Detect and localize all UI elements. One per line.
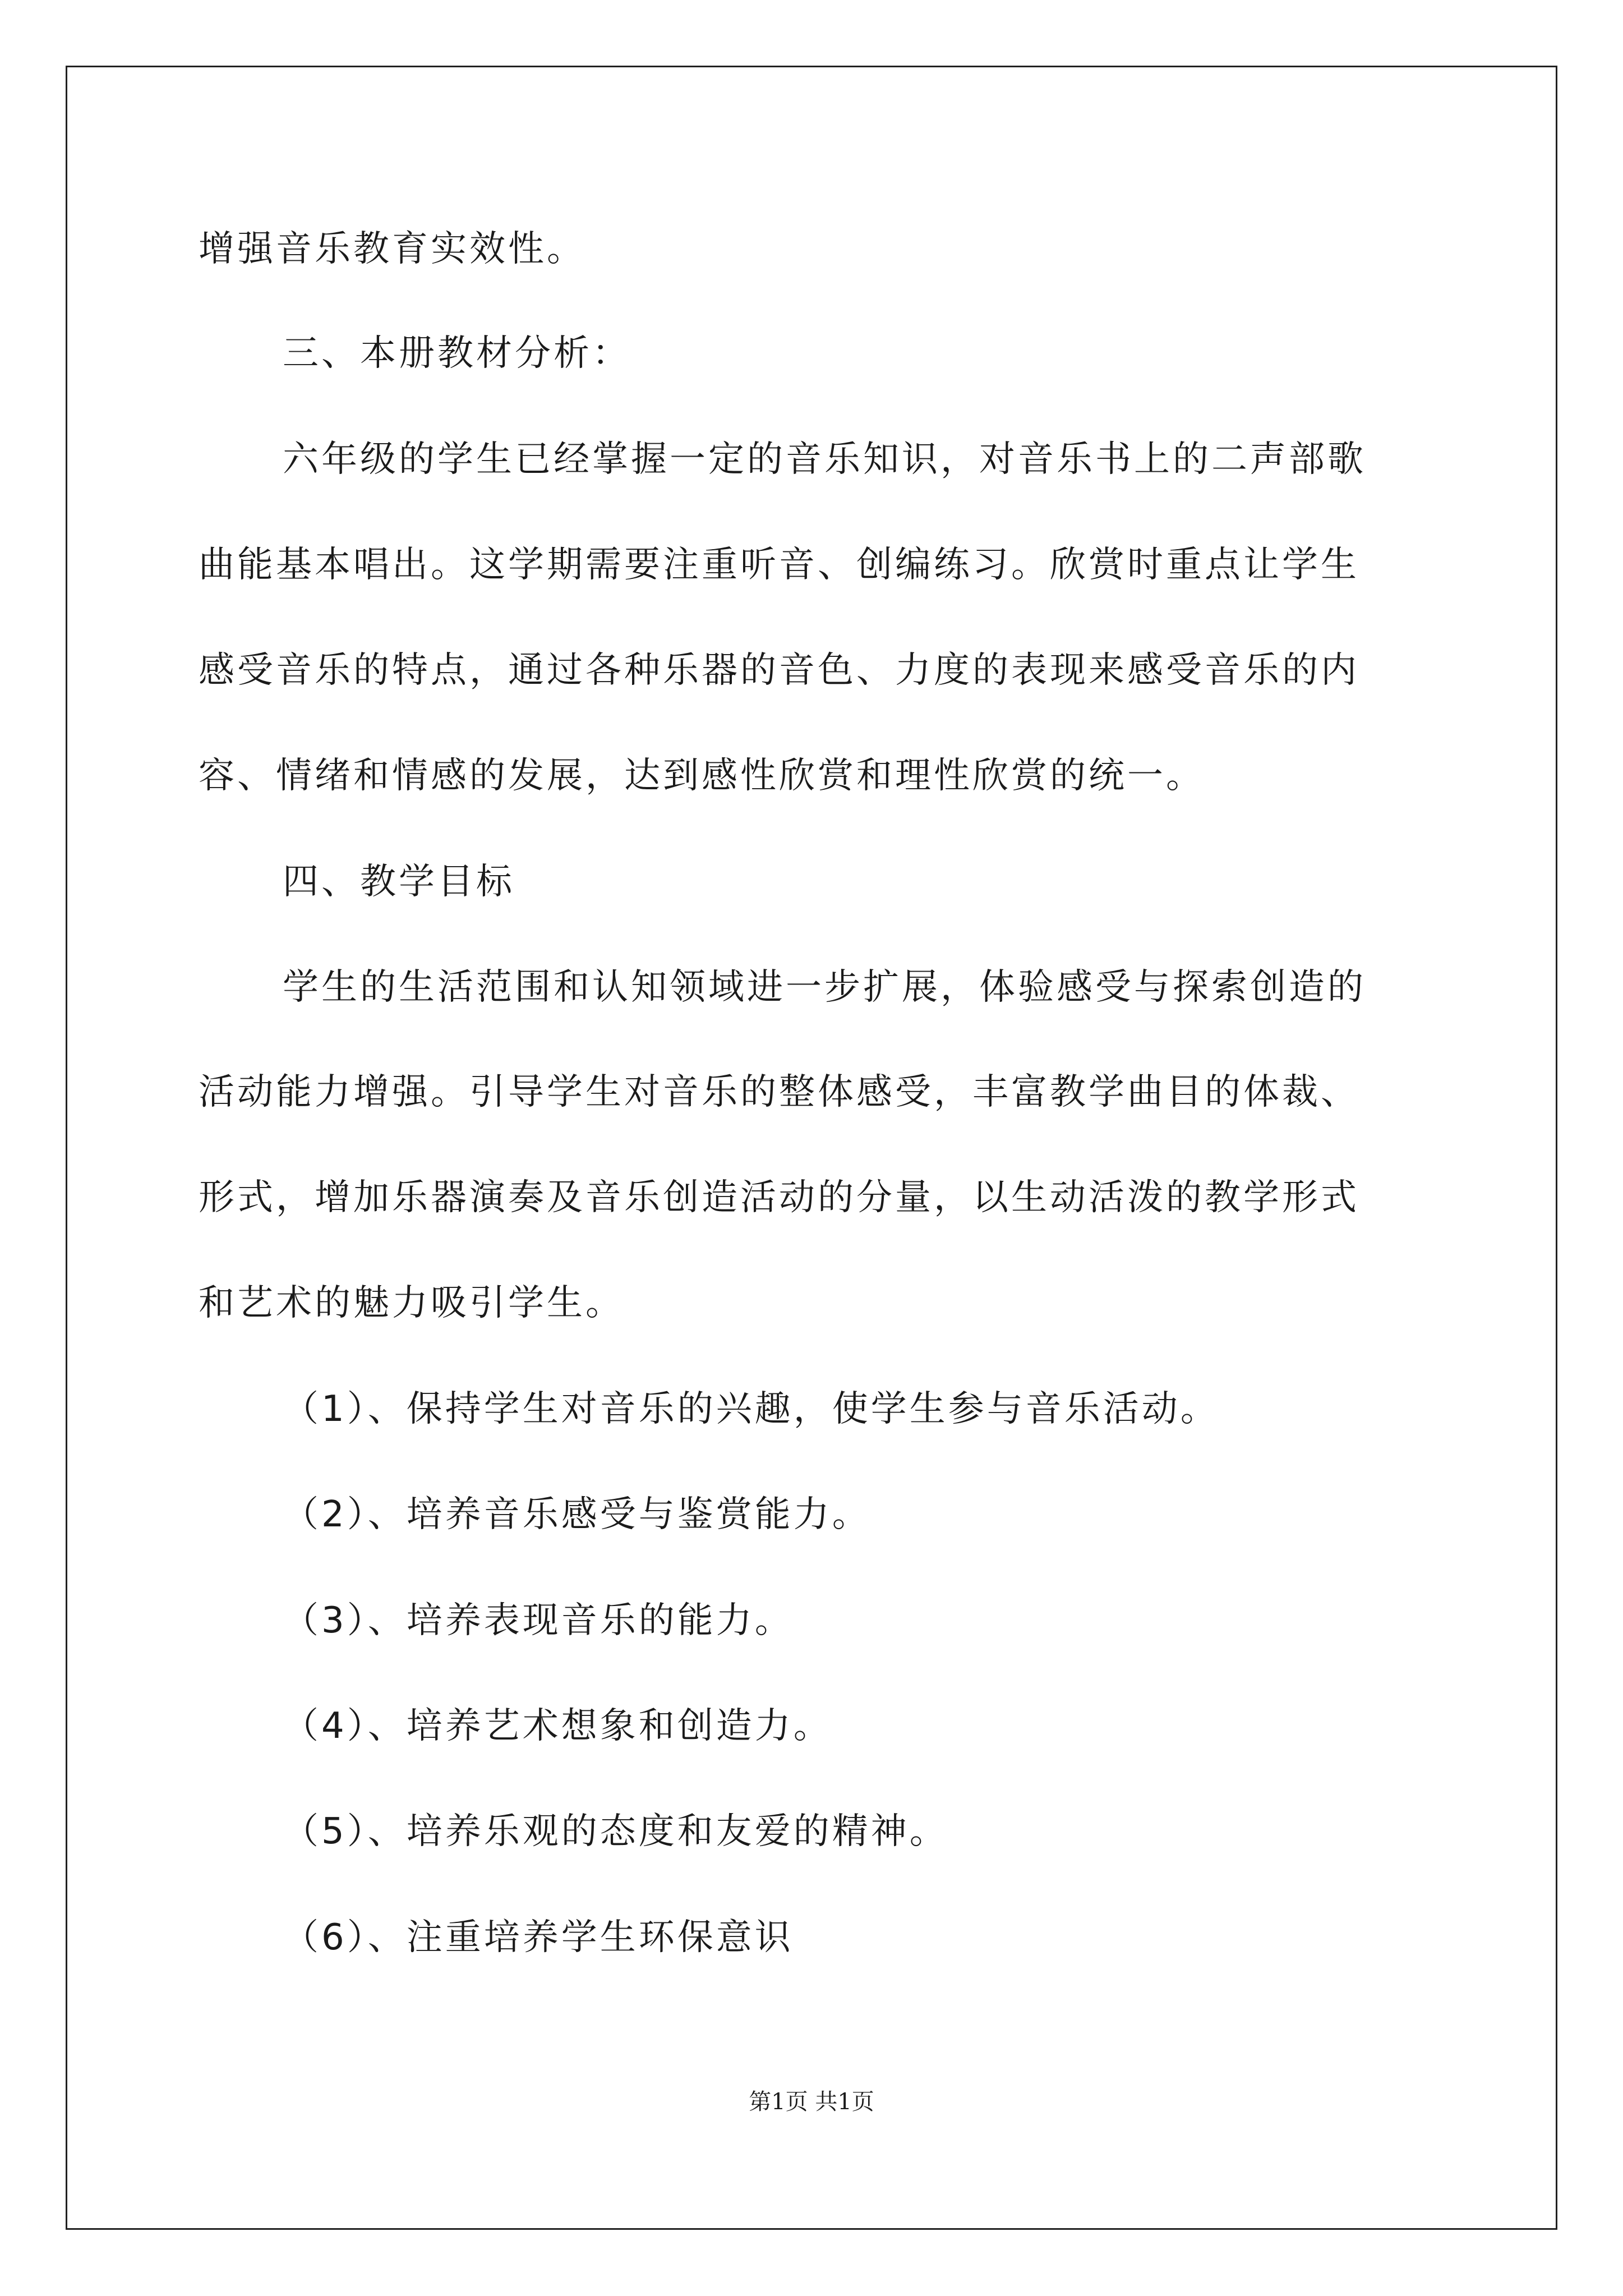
- text-line: 形式，增加乐器演奏及音乐创造活动的分量，以生动活泼的教学形式: [199, 1177, 1359, 1218]
- list-item: （4）、培养艺术想象和创造力。: [283, 1705, 832, 1747]
- text-line: 曲能基本唱出。这学期需要注重听音、创编练习。欣赏时重点让学生: [199, 544, 1359, 586]
- section-heading: 四、教学目标: [283, 861, 515, 903]
- page-border: [66, 66, 1557, 2230]
- list-item: （5）、培养乐观的态度和友爱的精神。: [283, 1811, 948, 1852]
- page-footer: 第1页 共1页: [749, 2089, 874, 2115]
- list-item: （3）、培养表现音乐的能力。: [283, 1600, 794, 1641]
- list-item: （1）、保持学生对音乐的兴趣，使学生参与音乐活动。: [283, 1388, 1219, 1430]
- text-line: 容、情绪和情感的发展，达到感性欣赏和理性欣赏的统一。: [199, 755, 1205, 797]
- text-line: 学生的生活范围和认知领域进一步扩展，体验感受与探索创造的: [283, 967, 1366, 1008]
- text-line: 感受音乐的特点，通过各种乐器的音色、力度的表现来感受音乐的内: [199, 650, 1359, 691]
- section-heading: 三、本册教材分析：: [283, 333, 631, 374]
- text-line: 六年级的学生已经掌握一定的音乐知识，对音乐书上的二声部歌: [283, 439, 1366, 480]
- list-item: （6）、注重培养学生环保意识: [283, 1917, 794, 1958]
- list-item: （2）、培养音乐感受与鉴赏能力。: [283, 1494, 871, 1535]
- text-line: 增强音乐教育实效性。: [199, 228, 585, 270]
- text-line: 活动能力增强。引导学生对音乐的整体感受，丰富教学曲目的体裁、: [199, 1071, 1359, 1113]
- text-line: 和艺术的魅力吸引学生。: [199, 1282, 624, 1324]
